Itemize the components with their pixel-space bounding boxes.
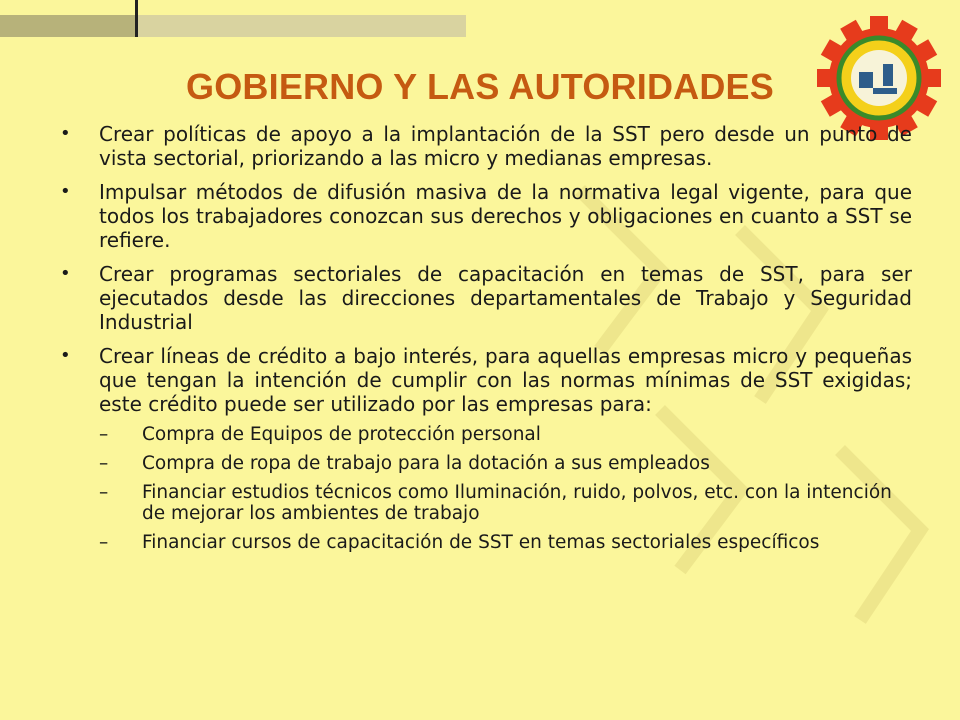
bullet-icon: •: [60, 345, 71, 366]
dash-icon: –: [99, 453, 109, 474]
bullet-item: [60, 262, 912, 334]
sub-text: Compra de Equipos de protección personal: [142, 424, 541, 445]
bullet-text: Impulsar métodos de difusión masiva de la normativa legal vigente, para que todos los trabajadores conozcan sus derechos y obligaciones en cuanto a SST se refiere.: [99, 180, 912, 252]
slide-title: GOBIERNO Y LAS AUTORIDADES: [186, 66, 774, 107]
dash-icon: –: [99, 482, 109, 503]
header-bar-light: [138, 15, 466, 37]
dash-icon: –: [99, 532, 109, 553]
header-divider: [135, 0, 138, 37]
bullet-icon: •: [60, 123, 71, 144]
sub-list: [99, 424, 912, 553]
dash-icon: –: [99, 424, 109, 445]
header-bar-dark: [0, 15, 135, 37]
sub-text: Compra de ropa de trabajo para la dotación a sus empleados: [142, 453, 710, 474]
bullet-text: Crear políticas de apoyo a la implantación de la SST pero desde un punto de vista sectorial, priorizando a las micro y medianas empresas.: [99, 122, 912, 170]
sub-item: [99, 424, 912, 445]
sub-item: [99, 453, 912, 474]
bullet-icon: •: [60, 181, 71, 202]
sub-text: Financiar cursos de capacitación de SST en temas sectoriales específicos: [142, 532, 820, 553]
bullet-item: [60, 344, 912, 553]
bullet-list: [60, 122, 912, 553]
bullet-text: Crear líneas de crédito a bajo interés, para aquellas empresas micro y pequeñas que tengan la intención de cumplir con las normas mínimas de SST exigidas; este crédito puede ser utilizado por las empresas para:: [99, 344, 912, 416]
bullet-item: [60, 180, 912, 252]
sub-item: [99, 482, 912, 524]
bullet-item: [60, 122, 912, 170]
sub-text: Financiar estudios técnicos como Iluminación, ruido, polvos, etc. con la intención de mejorar los ambientes de trabajo: [142, 482, 892, 524]
bullet-icon: •: [60, 263, 71, 284]
slide-body: [60, 122, 912, 563]
sub-item: [99, 532, 912, 553]
bullet-text: Crear programas sectoriales de capacitación en temas de SST, para ser ejecutados desde las direcciones departamentales de Trabajo y Seguridad Industrial: [99, 262, 912, 334]
